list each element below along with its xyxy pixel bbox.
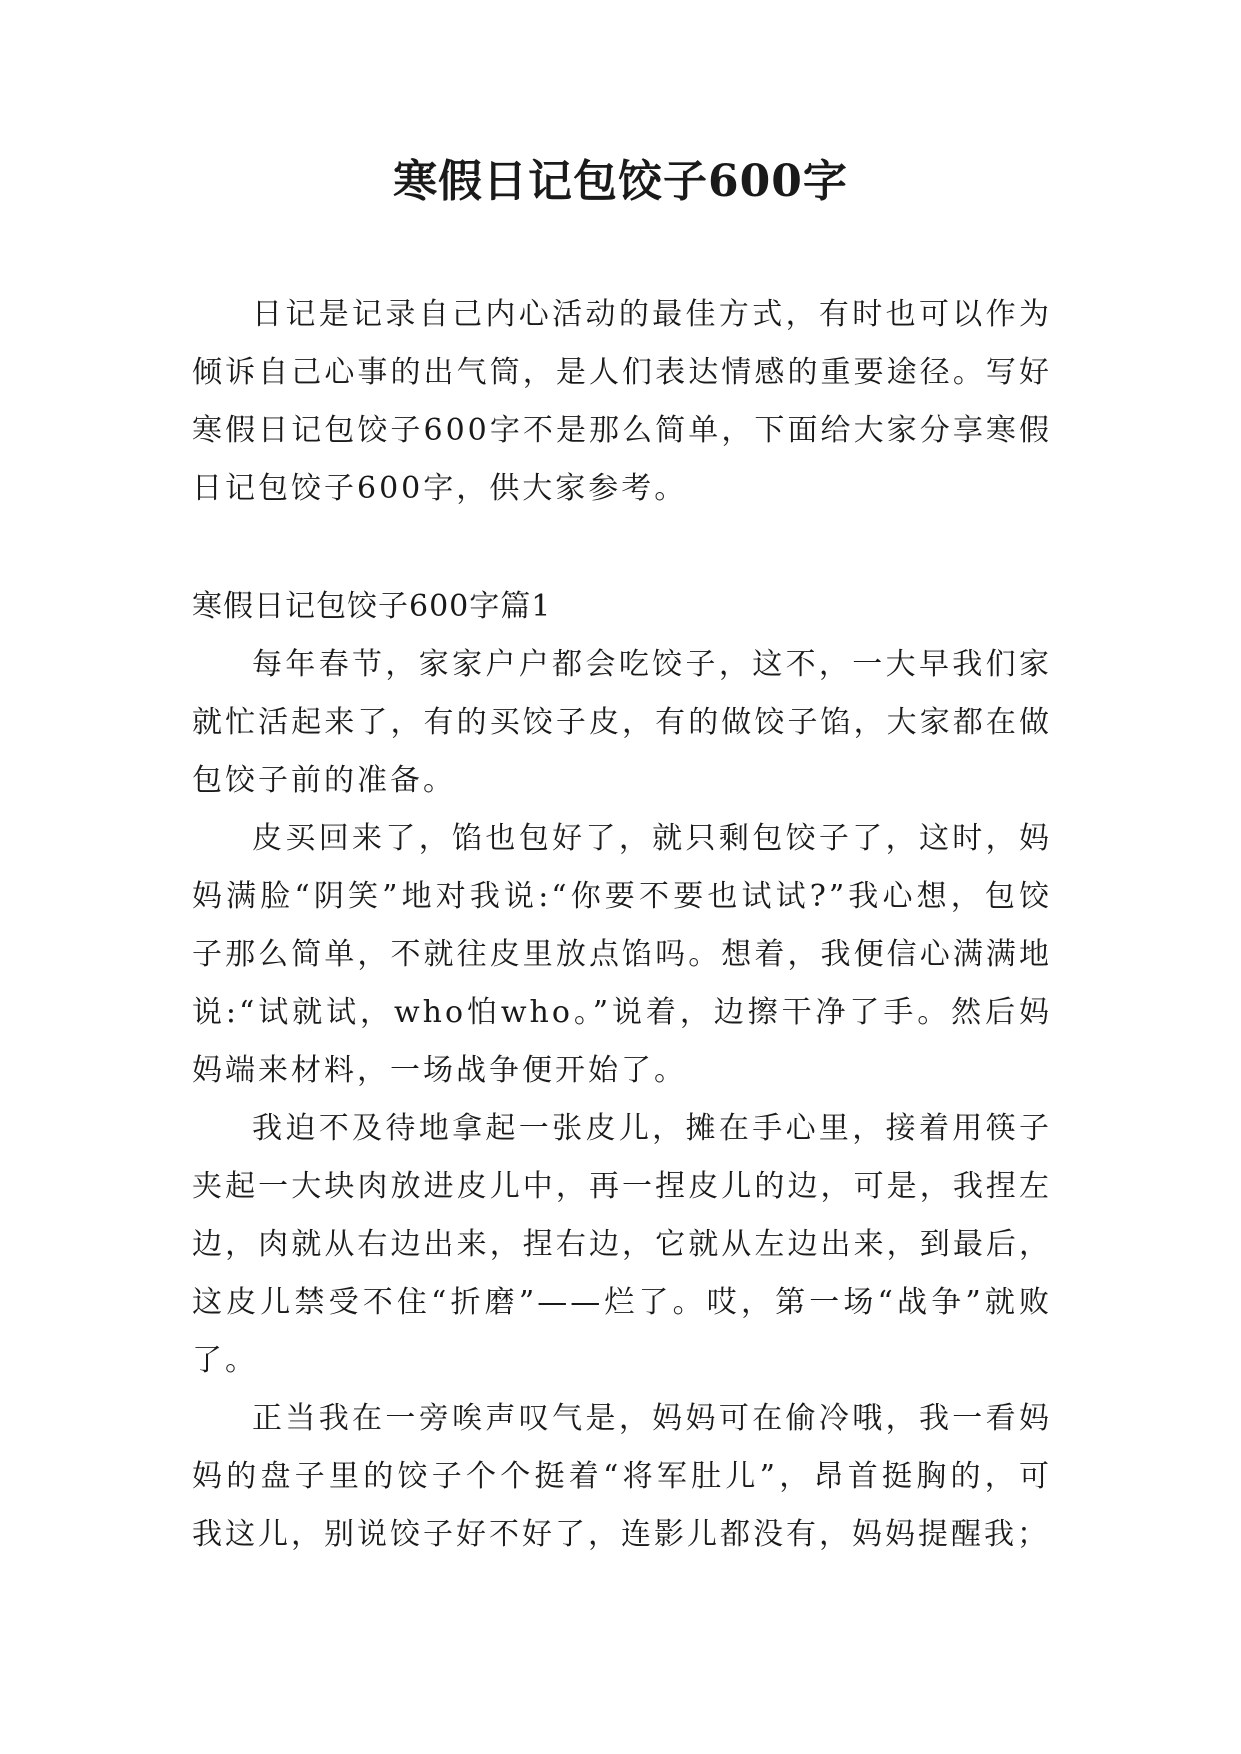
document-title: 寒假日记包饺子600字 xyxy=(393,156,848,207)
intro-block xyxy=(192,286,1052,518)
intro-paragraph: 日记是记录自己内心活动的最佳方式，有时也可以作为倾诉自己心事的出气筒，是人们表达情感的重要途径。写好寒假日记包饺子600字不是那么简单，下面给大家分享寒假日记包饺子600字，供大家参考。 xyxy=(192,297,1052,506)
body-paragraph-4: 正当我在一旁唉声叹气是，妈妈可在偷冷哦，我一看妈妈的盘子里的饺子个个挺着“将军肚儿”，昂首挺胸的，可我这儿，别说饺子好不好了，连影儿都没有，妈妈提醒我； xyxy=(192,1401,1052,1552)
body-paragraph-3: 我迫不及待地拿起一张皮儿，摊在手心里，接着用筷子夹起一大块肉放进皮儿中，再一捏皮儿的边，可是，我捏左边，肉就从右边出来，捏右边，它就从左边出来，到最后，这皮儿禁受不住“折磨”——烂了。哎，第一场“战争”就败了。 xyxy=(192,1111,1052,1378)
body-paragraph-2: 皮买回来了，馅也包好了，就只剩包饺子了，这时，妈妈满脸“阴笑”地对我说:“你要不要也试试?”我心想，包饺子那么简单，不就往皮里放点馅吗。想着，我便信心满满地说:“试就试，who怕who。”说着，边擦干净了手。然后妈妈端来材料，一场战争便开始了。 xyxy=(192,821,1052,1088)
section-heading: 寒假日记包饺子600字篇1 xyxy=(192,589,552,624)
article-block xyxy=(192,578,1052,1564)
body-paragraph-1: 每年春节，家家户户都会吃饺子，这不，一大早我们家就忙活起来了，有的买饺子皮，有的做饺子馅，大家都在做包饺子前的准备。 xyxy=(192,647,1052,798)
